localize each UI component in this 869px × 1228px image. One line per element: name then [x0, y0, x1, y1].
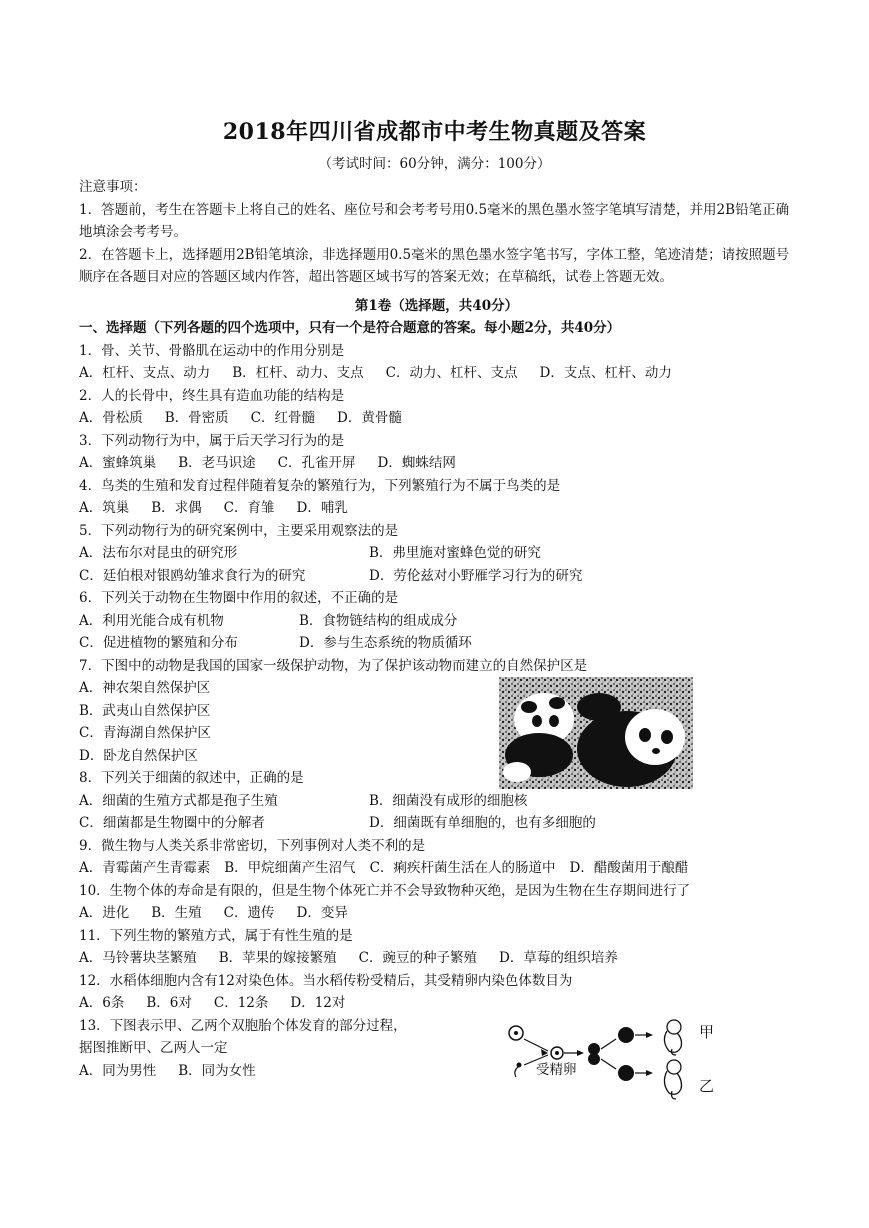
option: D．醋酸菌用于酿醋 [569, 860, 689, 876]
section-title: 一、选择题（下列各题的四个选项中，只有一个是符合题意的答案。每小题2分，共40分） [79, 320, 621, 336]
option: A．青霉菌产生青霉素 [79, 860, 211, 876]
question-options-8b [79, 812, 794, 835]
option: C．促进植物的繁殖和分布 [79, 635, 238, 651]
question-options-11 [79, 947, 794, 970]
option: B．武夷山自然保护区 [79, 702, 211, 719]
part-title: 第1卷（选择题，共40分） [354, 297, 519, 314]
option: A．法布尔对昆虫的研究形 [79, 545, 238, 561]
question-options-10 [79, 902, 794, 925]
question-stem-3: 3．下列动物行为中，属于后天学习行为的是 [79, 432, 345, 449]
option: B．细菌没有成形的细胞核 [369, 792, 528, 809]
page-title: 2018年四川省成都市中考生物真题及答案 [222, 119, 647, 145]
notice-heading: 注意事项： [79, 179, 147, 195]
notice-item-1: 1．答题前，考生在答题卡上将自己的姓名、座位号和会考考号用0.5毫米的黑色墨水签字笔填写清楚，并用2B铅笔正确地填涂会考考号。 [79, 201, 790, 240]
question-stem-13b: 据图推断甲、乙两人一定 [79, 1040, 228, 1056]
option: C．细菌都是生物圈中的分解者 [79, 815, 265, 831]
question-stem-2: 2．人的长骨中，终生具有造血功能的结构是 [79, 387, 345, 404]
option: D．蜘蛛结网 [377, 455, 456, 471]
giant-panda-photo [499, 677, 693, 789]
option: A．马铃薯块茎繁殖 [79, 950, 197, 966]
option: B．苹果的嫁接繁殖 [218, 950, 337, 966]
zygote-label: 受精卵 [536, 1061, 577, 1078]
twin-a-label: 甲 [699, 1022, 715, 1041]
option: B．骨密质 [164, 410, 229, 426]
option: C．痢疾杆菌生活在人的肠道中 [369, 860, 556, 876]
option: C．遗传 [223, 905, 275, 921]
option: B．食物链结构的组成成分 [299, 612, 458, 629]
question-stem-9: 9．微生物与人类关系非常密切，下列事例对人类不利的是 [79, 837, 426, 854]
question-stem-6: 6．下列关于动物在生物圈中作用的叙述，不正确的是 [79, 590, 399, 606]
option: A．筑巢 [79, 500, 130, 516]
question-options-5a [79, 542, 794, 565]
question-13-block [79, 1015, 794, 1095]
question-stem-7: 7．下图中的动物是我国的国家一级保护动物，为了保护该动物而建立的自然保护区是 [79, 657, 588, 674]
option: C．孔雀开屏 [277, 455, 356, 471]
option: C．动力、杠杆、支点 [385, 365, 518, 381]
option: A．蜜蜂筑巢 [79, 455, 157, 471]
option: C．红骨髓 [250, 410, 316, 426]
question-options-9 [79, 857, 794, 880]
option: D．细菌既有单细胞的，也有多细胞的 [369, 815, 596, 831]
notice-item-2: 2．在答题卡上，选择题用2B铅笔填涂，非选择题用0.5毫米的黑色墨水签字笔书写，字体工整，笔迹清楚；请按照题号顺序在各题目对应的答题区域内作答，超出答题区域书写的答案无效；在草稿纸，试卷上答题无效。 [79, 246, 790, 285]
option: A．骨松质 [79, 410, 143, 426]
option: D．哺乳 [296, 500, 348, 516]
option: C．育雏 [223, 500, 275, 516]
question-options-8a [79, 790, 794, 813]
question-options-2 [79, 407, 794, 430]
option: A．6条 [79, 995, 125, 1011]
option: D．支点、杠杆、动力 [539, 365, 672, 381]
option: B．老马识途 [178, 455, 256, 471]
embryo-b-icon [664, 1060, 681, 1099]
option: D．草莓的组织培养 [499, 950, 618, 966]
option: D．劳伦兹对小野雁学习行为的研究 [369, 567, 583, 584]
option: D．变异 [296, 905, 348, 921]
option: B．6对 [146, 995, 192, 1011]
option: B．生殖 [151, 905, 202, 921]
option: B．同为女性 [178, 1062, 256, 1079]
question-options-12 [79, 992, 794, 1015]
question-stem-5: 5．下列动物行为的研究案例中，主要采用观察法的是 [79, 522, 399, 539]
question-stem-1: 1．骨、关节、骨骼肌在运动中的作用分别是 [79, 342, 345, 359]
question-options-5b [79, 565, 794, 588]
option: A．神农架自然保护区 [79, 680, 211, 696]
option: A．利用光能合成有机物 [79, 612, 224, 629]
option: C．豌豆的种子繁殖 [358, 950, 478, 966]
option: B．求偶 [151, 500, 202, 516]
question-options-4 [79, 497, 794, 520]
question-options-1 [79, 362, 794, 385]
question-stem-13: 13．下图表示甲、乙两个双胞胎个体发育的部分过程， [79, 1017, 407, 1034]
question-options-6b [79, 632, 794, 655]
option: B．杠杆、动力、支点 [232, 365, 364, 381]
question-7-block [79, 677, 794, 767]
question-stem-12: 12．水稻体细胞内含有12对染色体。当水稻传粉受精后，其受精卵内染色体数目为 [79, 972, 573, 989]
exam-info: （考试时间：60分钟，满分：100分） [318, 156, 551, 172]
option: D．12对 [290, 995, 346, 1011]
option: D．卧龙自然保护区 [79, 747, 198, 764]
embryo-a-icon [664, 1020, 681, 1055]
option: B．甲烷细菌产生沼气 [224, 860, 356, 876]
question-stem-8: 8．下列关于细菌的叙述中，正确的是 [79, 770, 304, 786]
option: D．参与生态系统的物质循环 [299, 635, 472, 651]
option: B．弗里施对蜜蜂色觉的研究 [369, 545, 541, 561]
option: C．12条 [213, 995, 269, 1011]
question-stem-11: 11．下列生物的繁殖方式，属于有性生殖的是 [79, 927, 353, 944]
twin-b-label: 乙 [699, 1076, 715, 1095]
exam-body [79, 176, 794, 1095]
question-stem-4: 4．鸟类的生殖和发育过程伴随着复杂的繁殖行为，下列繁殖行为不属于鸟类的是 [79, 477, 561, 494]
option: A．进化 [79, 905, 130, 921]
option: C．青海湖自然保护区 [79, 725, 211, 741]
option: C．廷伯根对银鸥幼雏求食行为的研究 [79, 567, 306, 584]
option: A．细菌的生殖方式都是孢子生殖 [79, 792, 278, 809]
option: A．杠杆、支点、动力 [79, 365, 211, 381]
option: A．同为男性 [79, 1062, 157, 1079]
option: D．黄骨髓 [337, 410, 402, 426]
question-stem-10: 10．生物个体的寿命是有限的，但是生物个体死亡并不会导致物种灭绝，是因为生物在生存期间进行了 [79, 882, 691, 899]
question-options-6a [79, 610, 794, 633]
question-options-3 [79, 452, 794, 475]
